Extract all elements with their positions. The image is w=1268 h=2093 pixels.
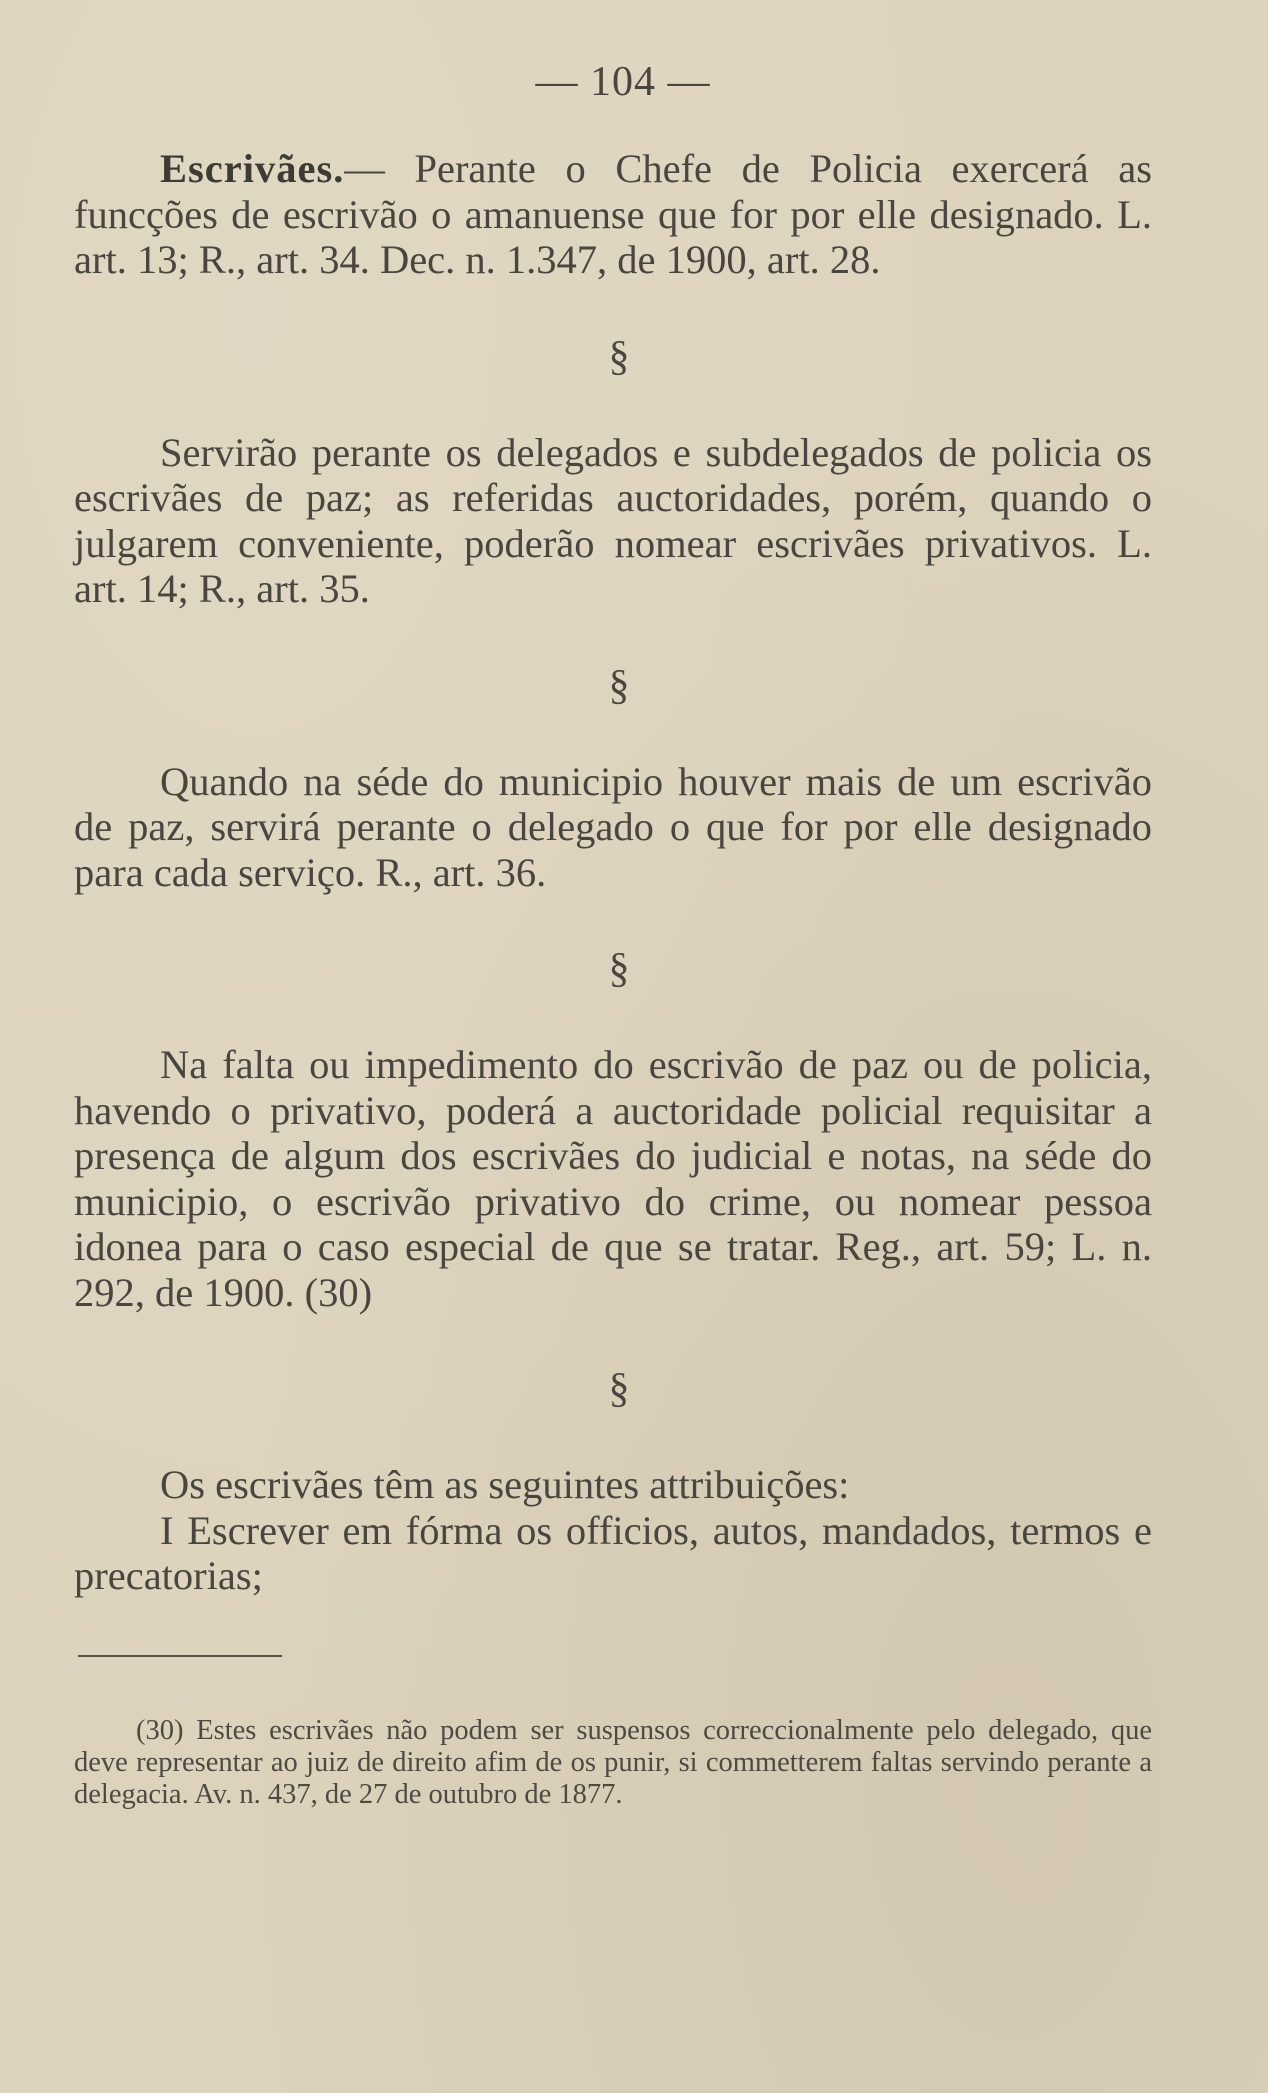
section-sign: § [608, 946, 630, 992]
paragraph-servirao: Servirão perante os delegados e subdelegados de policia os escrivães de paz; as referidas auctoridades, porém, quando o julgarem conveniente, poderão nomear escrivães privativos. L. art. 14; R., art. 35. [74, 429, 1152, 611]
section-sign: § [608, 1366, 630, 1412]
paragraph-quando: Quando na séde do municipio houver mais de um escrivão de paz, servirá perante o delegado o que for por elle designado para cada serviço. R., art. 36. [74, 758, 1152, 895]
list-item-1: I Escrever em fórma os officios, autos, mandados, termos e precatorias; [74, 1507, 1152, 1598]
footnote-divider [78, 1655, 282, 1657]
paragraph-na-falta: Na falta ou impedimento do escrivão de paz ou de policia, havendo o privativo, poderá a auctoridade policial requisitar a presença de algum dos escrivães do judicial e notas, na séde do municipio, o escrivão privativo do crime, ou nomear pessoa idonea para o caso especial de que se tratar. Reg., art. 59; L. n. 292, de 1900. (30) [74, 1042, 1152, 1315]
footnote-30: (30) Estes escrivães não podem ser suspensos correccionalmente pelo delegado, que deve representar ao juiz de direito afim de os punir, si commetterem faltas servindo perante a delegacia. Av. n. 437, de 27 de outubro de 1877. [74, 1714, 1152, 1810]
section-sign: § [608, 333, 630, 380]
page-number: — 104 — [535, 59, 711, 105]
paragraph-escrivaes [74, 146, 1152, 283]
paragraph-attribuicoes: Os escrivães têm as seguintes attribuições: [160, 1462, 850, 1507]
section-sign: § [608, 662, 630, 709]
paragraph-text: — Perante o Chefe de Policia exercerá as funcções de escrivão o amanuense que for por elle designado. L. art. 13; R., art. 34. Dec. n. 1.347, de 1900, art. 28. [74, 146, 1152, 282]
paragraph-heading: Escrivães. [160, 146, 345, 191]
